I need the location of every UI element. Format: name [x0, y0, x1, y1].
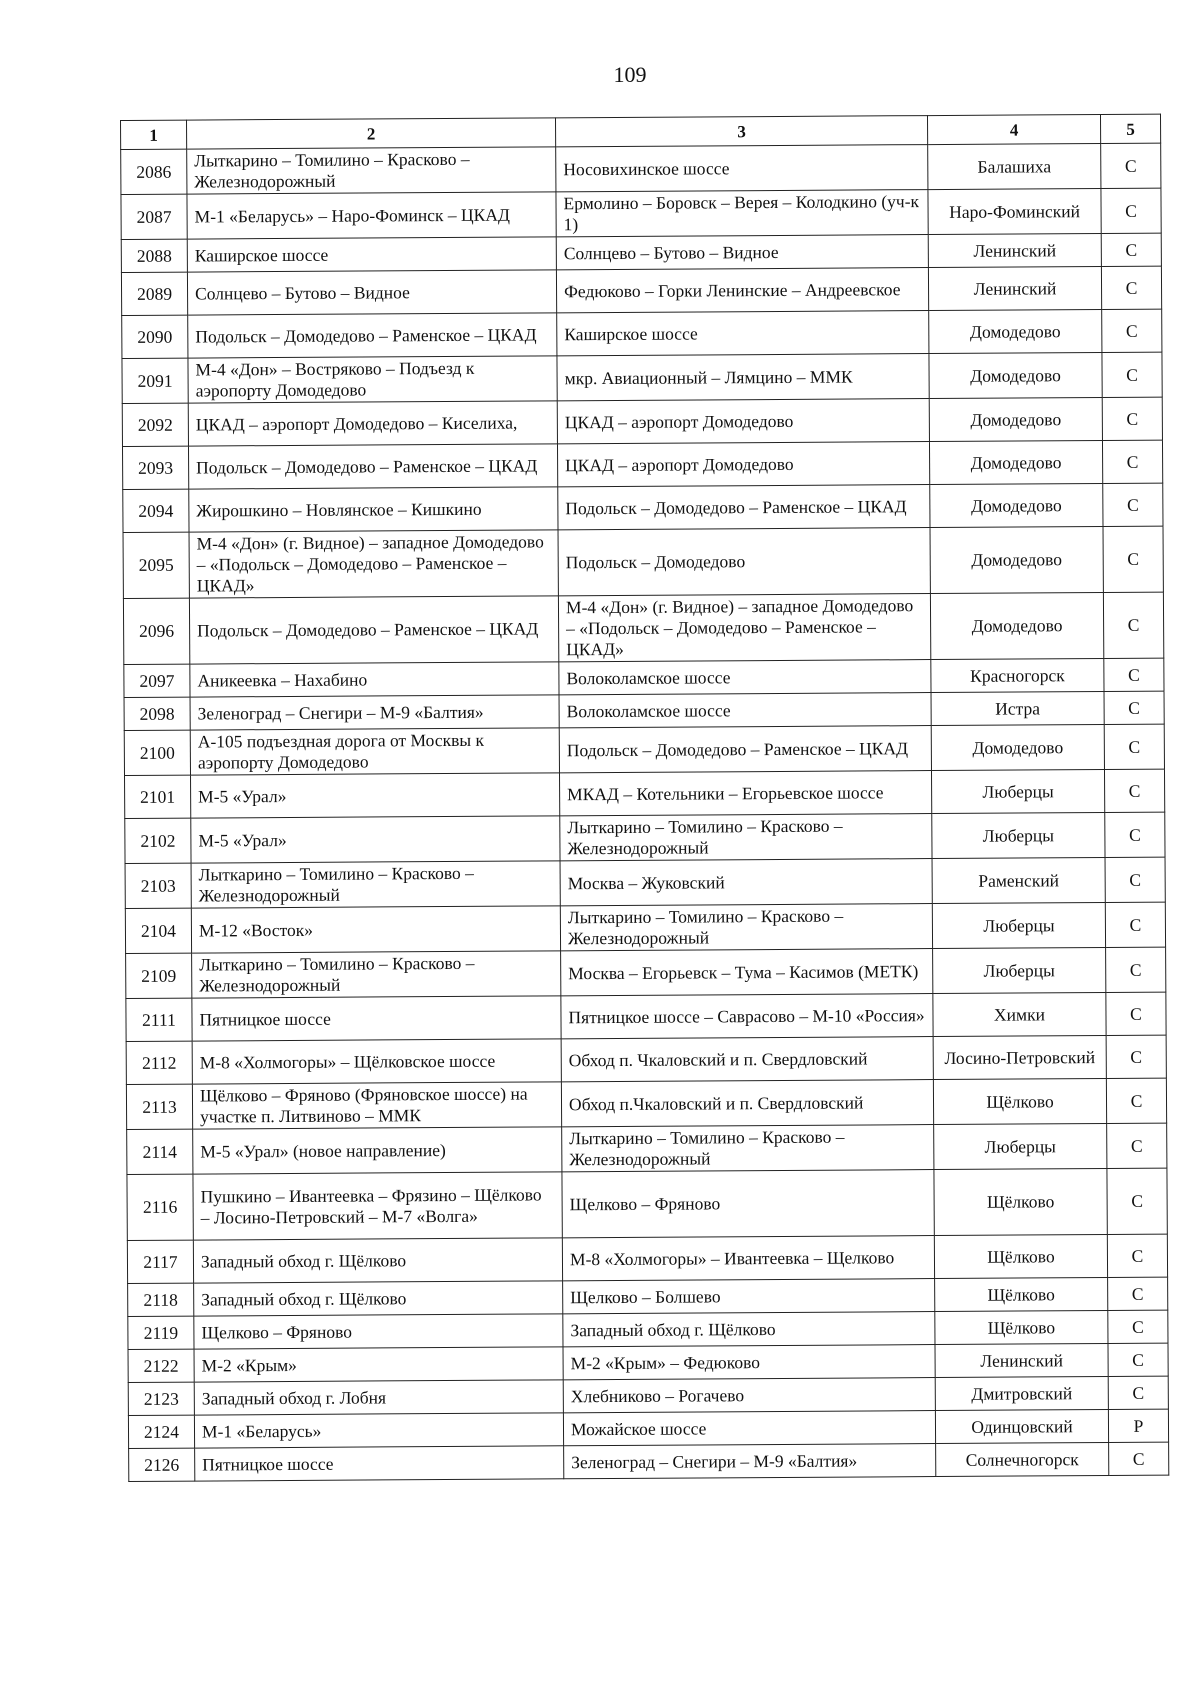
road-number-cell: 2086 — [121, 149, 187, 194]
district-cell: Ленинский — [928, 234, 1101, 268]
header-col-3: 3 — [555, 116, 927, 147]
category-cell: С — [1103, 526, 1163, 592]
road-from-cell: М-5 «Урал» (новое направление) — [193, 1127, 562, 1174]
category-cell: Р — [1108, 1409, 1168, 1442]
road-to-cell: Каширское шоссе — [557, 311, 929, 356]
road-to-cell: Лыткарино – Томилино – Красково – Железнодорожный — [560, 904, 932, 951]
road-from-cell: Жирошкино – Новлянское – Кишкино — [189, 487, 558, 532]
category-cell: С — [1101, 188, 1161, 233]
category-cell: С — [1102, 397, 1162, 440]
category-cell: С — [1102, 309, 1162, 352]
road-from-cell: Солнцево – Бутово – Видное — [187, 270, 556, 315]
table-row — [127, 1168, 1167, 1240]
road-to-cell: Западный обход г. Щёлково — [563, 1312, 935, 1347]
header-col-4: 4 — [927, 115, 1100, 145]
roads-table — [120, 114, 1169, 1482]
road-number-cell: 2090 — [122, 315, 188, 358]
category-cell: С — [1106, 1078, 1166, 1123]
road-number-cell: 2098 — [124, 697, 190, 730]
road-from-cell: Подольск – Домодедово – Раменское – ЦКАД — [188, 313, 557, 358]
category-cell: С — [1108, 1376, 1168, 1409]
table-row — [125, 857, 1165, 908]
district-cell: Домодедово — [931, 724, 1104, 770]
road-number-cell: 2102 — [125, 818, 191, 863]
road-from-cell: Щелково – Фряново — [194, 1314, 563, 1349]
road-from-cell: Пятницкое шоссе — [192, 996, 561, 1041]
road-number-cell: 2092 — [122, 403, 188, 446]
road-from-cell: М-5 «Урал» — [191, 816, 560, 863]
table-row — [123, 483, 1163, 532]
road-from-cell: Пушкино – Ивантеевка – Фрязино – Щёлково – Лосино-Петровский – М-7 «Волга» — [193, 1172, 562, 1240]
road-number-cell: 2112 — [126, 1041, 192, 1084]
district-cell: Люберцы — [934, 1123, 1107, 1169]
road-to-cell: мкр. Авиационный – Лямцино – ММК — [557, 354, 929, 401]
road-from-cell: А-105 подъездная дорога от Москвы к аэропорту Домодедово — [190, 728, 559, 775]
district-cell: Домодедово — [929, 441, 1102, 485]
category-cell: С — [1102, 352, 1162, 397]
district-cell: Одинцовский — [935, 1409, 1108, 1443]
road-from-cell: Западный обход г. Щёлково — [194, 1281, 563, 1316]
category-cell: С — [1106, 992, 1166, 1035]
road-to-cell: Лыткарино – Томилино – Красково – Железнодорожный — [560, 814, 932, 861]
road-from-cell: ЦКАД – аэропорт Домодедово – Киселиха, — [188, 401, 557, 446]
road-number-cell: 2117 — [127, 1240, 193, 1283]
category-cell: С — [1107, 1234, 1167, 1277]
road-number-cell: 2103 — [125, 863, 191, 908]
road-number-cell: 2119 — [128, 1316, 194, 1349]
road-to-cell: М-8 «Холмогоры» – Ивантеевка – Щелково — [562, 1236, 934, 1281]
road-number-cell: 2113 — [126, 1084, 192, 1129]
category-cell: С — [1108, 1310, 1168, 1343]
road-number-cell: 2114 — [127, 1129, 193, 1174]
district-cell: Балашиха — [928, 144, 1101, 190]
category-cell: С — [1103, 592, 1163, 658]
road-to-cell: Зеленоград – Снегири – М-9 «Балтия» — [564, 1444, 936, 1479]
category-cell: С — [1107, 1168, 1167, 1234]
road-to-cell: ЦКАД – аэропорт Домодедово — [557, 442, 929, 487]
road-from-cell: Лыткарино – Томилино – Красково – Железнодорожный — [192, 951, 561, 998]
district-cell: Раменский — [932, 857, 1105, 903]
road-to-cell: Подольск – Домодедово — [558, 528, 930, 596]
road-to-cell: Пятницкое шоссе – Саврасово – М-10 «Россия» — [561, 994, 933, 1039]
road-number-cell: 2109 — [126, 953, 192, 998]
road-from-cell: М-12 «Восток» — [191, 906, 560, 953]
road-number-cell: 2093 — [122, 446, 188, 489]
road-number-cell: 2126 — [129, 1448, 195, 1481]
table-row — [125, 902, 1165, 953]
table-row — [126, 992, 1166, 1041]
table-row — [123, 592, 1163, 664]
road-from-cell: М-5 «Урал» — [191, 773, 560, 818]
table-row — [126, 947, 1166, 998]
road-from-cell: Щёлково – Фряново (Фряновское шоссе) на участке п. Литвиново – ММК — [192, 1082, 561, 1129]
road-from-cell: М-8 «Холмогоры» – Щёлковское шоссе — [192, 1039, 561, 1084]
road-to-cell: ЦКАД – аэропорт Домодедово — [557, 399, 929, 444]
road-number-cell: 2100 — [124, 730, 190, 775]
table-row — [122, 397, 1162, 446]
road-number-cell: 2097 — [124, 664, 190, 697]
road-to-cell: Обход п. Чкаловский и п. Свердловский — [561, 1037, 933, 1082]
district-cell: Люберцы — [932, 902, 1105, 948]
category-cell: С — [1104, 691, 1164, 724]
table-row — [129, 1442, 1169, 1481]
road-from-cell: Каширское шоссе — [187, 237, 556, 272]
table-row — [125, 812, 1165, 863]
table-row — [124, 724, 1164, 775]
road-from-cell: М-2 «Крым» — [194, 1347, 563, 1382]
road-to-cell: Обход п.Чкаловский и п. Свердловский — [561, 1080, 933, 1127]
category-cell: С — [1105, 812, 1165, 857]
road-to-cell: Щелково – Болшево — [563, 1279, 935, 1314]
road-from-cell: Аникеевка – Нахабино — [190, 662, 559, 697]
district-cell: Люберцы — [931, 769, 1104, 813]
road-to-cell: Москва – Егорьевск – Тума – Касимов (МЕТК) — [561, 949, 933, 996]
district-cell: Истра — [931, 691, 1104, 725]
district-cell: Домодедово — [930, 593, 1103, 660]
district-cell: Лосино-Петровский — [933, 1035, 1106, 1079]
road-number-cell: 2101 — [125, 775, 191, 818]
category-cell: С — [1109, 1442, 1169, 1475]
category-cell: С — [1106, 1035, 1166, 1078]
district-cell: Домодедово — [930, 484, 1103, 528]
category-cell: С — [1106, 947, 1166, 992]
table-row — [121, 188, 1161, 239]
table-row — [127, 1123, 1167, 1174]
road-from-cell: Лыткарино – Томилино – Красково – Железнодорожный — [187, 147, 556, 194]
category-cell: С — [1108, 1343, 1168, 1376]
district-cell: Домодедово — [929, 353, 1102, 399]
category-cell: С — [1101, 266, 1161, 309]
road-to-cell: Носовихинское шоссе — [556, 145, 928, 192]
road-to-cell: Подольск – Домодедово – Раменское – ЦКАД — [558, 485, 930, 530]
district-cell: Щёлково — [935, 1277, 1108, 1311]
road-from-cell: Пятницкое шоссе — [195, 1446, 564, 1481]
category-cell: С — [1104, 724, 1164, 769]
header-col-1: 1 — [121, 120, 187, 149]
district-cell: Красногорск — [931, 659, 1104, 693]
district-cell: Наро-Фоминский — [928, 189, 1101, 235]
category-cell: С — [1105, 857, 1165, 902]
road-from-cell: Подольск – Домодедово – Раменское – ЦКАД — [188, 444, 557, 489]
district-cell: Домодедово — [930, 527, 1103, 594]
table-row — [125, 769, 1165, 818]
road-to-cell: М-2 «Крым» – Федюково — [563, 1345, 935, 1380]
table-row — [126, 1035, 1166, 1084]
district-cell: Домодедово — [929, 398, 1102, 442]
district-cell: Щёлково — [935, 1310, 1108, 1344]
district-cell: Щёлково — [934, 1234, 1107, 1278]
road-from-cell: М-4 «Дон» – Востряково – Подъезд к аэропорту Домодедово — [188, 356, 557, 403]
table-row — [123, 526, 1163, 598]
road-to-cell: Волоколамское шоссе — [559, 693, 931, 728]
road-number-cell: 2095 — [123, 532, 189, 598]
category-cell: С — [1105, 902, 1165, 947]
road-number-cell: 2091 — [122, 358, 188, 403]
category-cell: С — [1101, 233, 1161, 266]
road-from-cell: М-1 «Беларусь» — [194, 1413, 563, 1448]
table-row — [121, 143, 1161, 194]
road-number-cell: 2087 — [121, 194, 187, 239]
district-cell: Люберцы — [932, 812, 1105, 858]
road-from-cell: Западный обход г. Щёлково — [193, 1238, 562, 1283]
district-cell: Щёлково — [933, 1078, 1106, 1124]
table-row — [122, 352, 1162, 403]
category-cell: С — [1107, 1123, 1167, 1168]
district-cell: Дмитровский — [935, 1376, 1108, 1410]
district-cell: Ленинский — [935, 1343, 1108, 1377]
road-to-cell: Солнцево – Бутово – Видное — [556, 235, 928, 270]
category-cell: С — [1108, 1277, 1168, 1310]
road-number-cell: 2124 — [128, 1415, 194, 1448]
road-from-cell: Подольск – Домодедово – Раменское – ЦКАД — [189, 596, 558, 664]
road-to-cell: Щелково – Фряново — [562, 1170, 934, 1238]
road-number-cell: 2088 — [121, 239, 187, 272]
road-number-cell: 2123 — [128, 1382, 194, 1415]
category-cell: С — [1102, 440, 1162, 483]
road-number-cell: 2116 — [127, 1174, 193, 1240]
category-cell: С — [1103, 483, 1163, 526]
road-number-cell: 2118 — [128, 1283, 194, 1316]
road-from-cell: Зеленоград – Снегири – М-9 «Балтия» — [190, 695, 559, 730]
header-col-5: 5 — [1100, 114, 1160, 143]
road-to-cell: Хлебниково – Рогачево — [563, 1378, 935, 1413]
table-row — [122, 440, 1162, 489]
header-col-2: 2 — [187, 118, 556, 149]
road-to-cell: Москва – Жуковский — [560, 859, 932, 906]
table-row — [126, 1078, 1166, 1129]
table-row — [121, 266, 1161, 315]
road-to-cell: Федюково – Горки Ленинские – Андреевское — [556, 268, 928, 313]
district-cell: Люберцы — [933, 947, 1106, 993]
road-number-cell: 2096 — [123, 598, 189, 664]
road-number-cell: 2094 — [123, 489, 189, 532]
road-number-cell: 2122 — [128, 1349, 194, 1382]
page-number: 109 — [613, 62, 647, 87]
road-to-cell: Волоколамское шоссе — [559, 660, 931, 695]
road-number-cell: 2089 — [121, 272, 187, 315]
road-to-cell: Ермолино – Боровск – Верея – Колодкино (уч-к 1) — [556, 190, 928, 237]
road-to-cell: МКАД – Котельники – Егорьевское шоссе — [559, 771, 931, 816]
table-row — [127, 1234, 1167, 1283]
district-cell: Солнечногорск — [936, 1442, 1109, 1476]
category-cell: С — [1101, 143, 1161, 188]
district-cell: Ленинский — [928, 267, 1101, 311]
road-number-cell: 2104 — [125, 908, 191, 953]
district-cell: Домодедово — [929, 310, 1102, 354]
road-to-cell: М-4 «Дон» (г. Видное) – западное Домодедово – «Подольск – Домодедово – Раменское – ЦКАД» — [558, 594, 930, 662]
road-to-cell: Лыткарино – Томилино – Красково – Железнодорожный — [562, 1125, 934, 1172]
road-from-cell: Лыткарино – Томилино – Красково – Железнодорожный — [191, 861, 560, 908]
road-to-cell: Можайское шоссе — [563, 1411, 935, 1446]
category-cell: С — [1104, 769, 1164, 812]
table-row — [122, 309, 1162, 358]
road-from-cell: М-1 «Беларусь» – Наро-Фоминск – ЦКАД — [187, 192, 556, 239]
district-cell: Химки — [933, 992, 1106, 1036]
road-from-cell: М-4 «Дон» (г. Видное) – западное Домодедово – «Подольск – Домодедово – Раменское – ЦКАД» — [189, 530, 558, 598]
road-from-cell: Западный обход г. Лобня — [194, 1380, 563, 1415]
category-cell: С — [1104, 658, 1164, 691]
road-to-cell: Подольск – Домодедово – Раменское – ЦКАД — [559, 726, 931, 773]
district-cell: Щёлково — [934, 1168, 1107, 1235]
road-number-cell: 2111 — [126, 998, 192, 1041]
